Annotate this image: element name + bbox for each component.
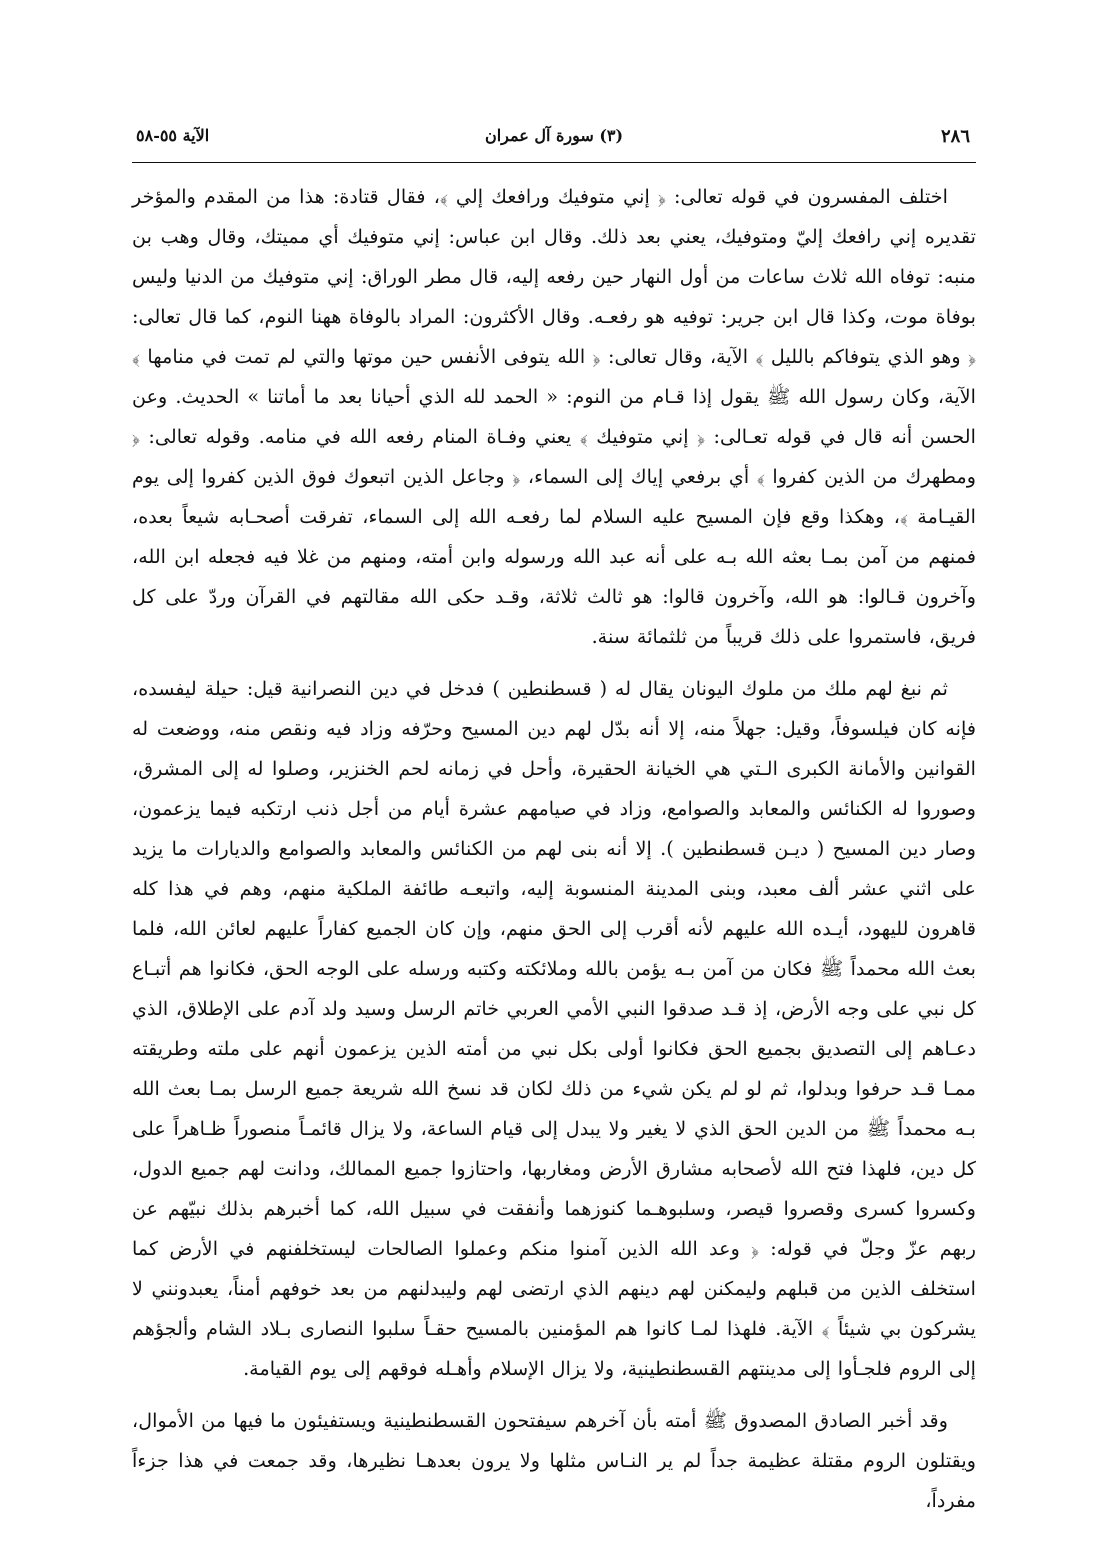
ayah-range: الآية ٥٥-٥٨ — [136, 126, 210, 145]
page-body — [132, 177, 976, 1521]
surah-title: (٣) سورة آل عمران — [484, 126, 624, 145]
header-rule — [132, 162, 976, 163]
page-header — [132, 124, 976, 158]
paragraph: وقد أخبر الصادق المصدوق ﷺ أمته بأن آخرهم سيفتحون القسطنطينية ويستفيئون ما فيها من الأموال، ويقتلون الروم مقتلة عظيمة جداً لم ير النـاس مثلها ولا يرون بعدهـا نظيرها، وقد جمعت في هذا جزءاً مفرداً، — [132, 1409, 976, 1512]
page-number: ٢٨٦ — [940, 126, 970, 147]
paragraph: ثم نبغ لهم ملك من ملوك اليونان يقال له ( قسطنطين ) فدخل في دين النصرانية قيل: حيلة ليفسده، فإنه كان فيلسوفاً، وقيل: جهلاً منه، إلا أنه بدّل لهم دين المسيح وحرّفه وزاد فيه ونقص منه، ووضعت له القوانين والأمانة الكبرى الـتي هي الخيانة الحقيرة، وأحل في زمانه لحم الخنزير، وصلوا له إلى المشرق، وصوروا له الكنائس والمعابد والصوامع، وزاد في صيامهم عشرة أيام من أجل ذنب ارتكبه فيما يزعمون، وصار دين المسيح ( ديـن قسطنطين ). إلا أنه بنى لهم من الكنائس والمعابد والصوامع والديارات ما يزيد على اثني عشر ألف معبد، وبنى المدينة المنسوبة إليه، واتبعـه طائفة الملكية منهم، وهم في هذا كله قاهرون لليهود، أيـده الله عليهم لأنه أقرب إلى الحق منهم، وإن كان الجميع كفاراً عليهم لعائن الله، فلما بعث الله محمداً ﷺ فكان من آمن بـه يؤمن بالله وملائكته وكتبه ورسله على الوجه الحق، فكانوا هم أتبـاع كل نبي على وجه الأرض، إذ قـد صدقوا النبي الأمي العربي خاتم الرسل وسيد ولد آدم على الإطلاق، الذي دعـاهم إلى التصديق بجميع الحق فكانوا أولى بكل نبي من أمته الذين يزعمون أنهم على ملته وطريقته ممـا قـد حرفوا وبدلوا، ثم لو لم يكن شيء من ذلك لكان قد نسخ الله شريعة جميع الرسل بمـا بعث الله بـه محمداً ﷺ من الدين الحق الذي لا يغير ولا يبدل إلى قيام الساعة، ولا يزال قائمـاً منصوراً ظـاهراً على كل دين، فلهذا فتح الله لأصحابه مشارق الأرض ومغاربها، واحتازوا جميع الممالك، ودانت لهم جميع الدول، وكسروا كسرى وقصروا قيصر، وسلبوهـما كنوزهما وأنفقت في سبيل الله، كما أخبرهم بذلك نبيّهم عن ربهم عزّ وجلّ في قوله: ﴿ وعد الله الذين آمنوا منكم وعملوا الصالحات ليستخلفنهم في الأرض كما استخلف الذين من قبلهم وليمكنن لهم دينهم الذي ارتضى لهم وليبدلنهم من بعد خوفهم أمناً، يعبدونني لا يشركون بي شيئاً ﴾ الآية. فلهذا لمـا كانوا هم المؤمنين بالمسيح حقـاً سلبوا النصارى بـلاد الشام وألجؤهم إلى الروم فلجـأوا إلى مدينتهم القسطنطينية، ولا يزال الإسلام وأهـله فوقهم إلى يوم القيامة. — [132, 677, 976, 1380]
paragraph: اختلف المفسرون في قوله تعالى: ﴿ إني متوفيك ورافعك إلي ﴾، فقال قتادة: هذا من المقدم والمؤخر تقديره إني رافعك إليّ ومتوفيك، يعني بعد ذلك. وقال ابن عباس: إني متوفيك أي مميتك، وقال وهب بن منبه: توفاه الله ثلاث ساعات من أول النهار حين رفعه إليه، قال مطر الوراق: إني متوفيك من الدنيا وليس بوفاة موت، وكذا قال ابن جرير: توفيه هو رفعـه. وقال الأكثرون: المراد بالوفاة ههنا النوم، كما قال تعالى: ﴿ وهو الذي يتوفاكم بالليل ﴾ الآية، وقال تعالى: ﴿ الله يتوفى الأنفس حين موتها والتي لم تمت في منامها ﴾ الآية، وكان رسول الله ﷺ يقول إذا قـام من النوم: « الحمد لله الذي أحيانا بعد ما أماتنا » الحديث. وعن الحسن أنه قال في قوله تعـالى: ﴿ إني متوفيك ﴾ يعني وفـاة المنام رفعه الله في منامه. وقوله تعالى: ﴿ ومطهرك من الذين كفروا ﴾ أي برفعي إياك إلى السماء، ﴿ وجاعل الذين اتبعوك فوق الذين كفروا إلى يوم القيـامة ﴾، وهكذا وقع فإن المسيح عليه السلام لما رفعـه الله إلى السماء، تفرقت أصحـابه شيعاً بعده، فمنهم من آمن بمـا بعثه الله بـه على أنه عبد الله ورسوله وابن أمته، ومنهم من غلا فيه فجعله ابن الله، وآخرون قـالوا: هو الله، وآخرون قالوا: هو ثالث ثلاثة، وقـد حكى الله مقالتهم في القرآن وردّ على كل فريق، فاستمروا على ذلك قريباً من ثلثمائة سنة. — [132, 185, 976, 648]
book-page — [132, 124, 976, 1512]
